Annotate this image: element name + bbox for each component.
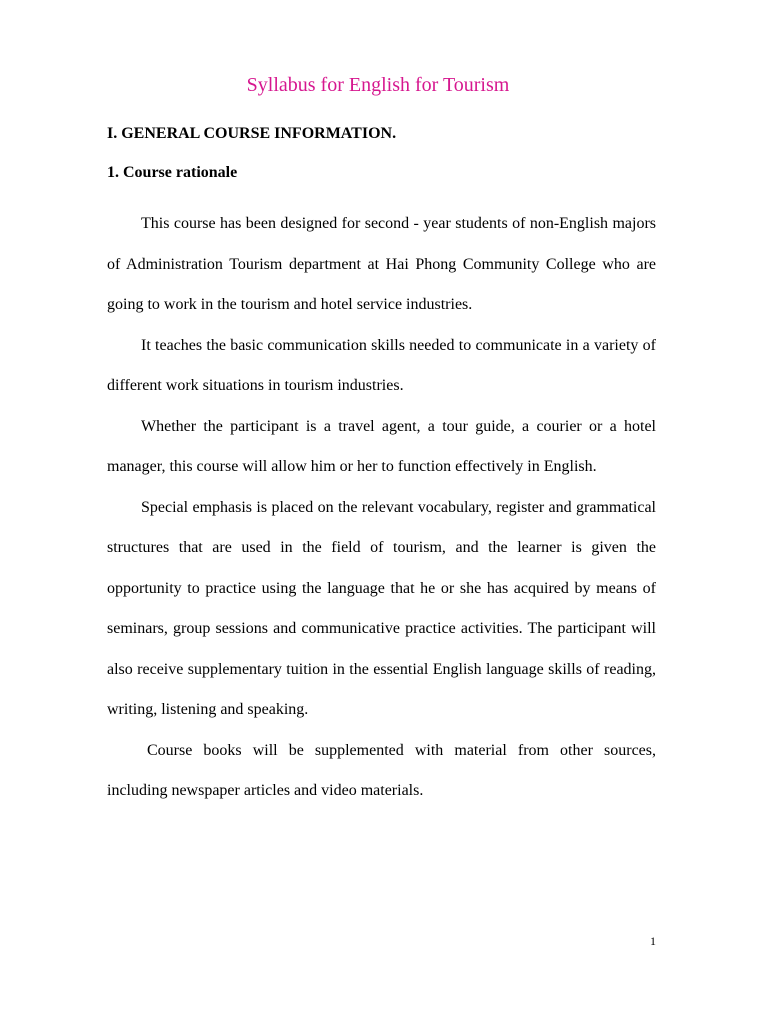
paragraph-course-books: Course books will be supplemented with material from other sources, including newspaper articles and video materials. <box>107 741 656 799</box>
page-number: 1 <box>650 934 656 948</box>
body-text <box>107 204 656 812</box>
section-heading: I. GENERAL COURSE INFORMATION. <box>107 125 397 142</box>
paragraph-course-design: This course has been designed for second - year students of non-English majors of Administration Tourism department at Hai Phong Community College who are going to work in the tourism and hotel service industries. <box>107 215 656 313</box>
document-title: Syllabus for English for Tourism <box>246 74 510 96</box>
subsection-heading: 1. Course rationale <box>107 164 238 181</box>
paragraph-participant-roles: Whether the participant is a travel agent, a tour guide, a courier or a hotel manager, this course will allow him or her to function effectively in English. <box>107 417 656 475</box>
paragraph-special-emphasis: Special emphasis is placed on the relevant vocabulary, register and grammatical structures that are used in the field of tourism, and the learner is given the opportunity to practice using the language that he or she has acquired by means of seminars, group sessions and communicative practice activities. The participant will also receive supplementary tuition in the essential English language skills of reading, writing, listening and speaking. <box>107 498 656 718</box>
paragraph-communication-skills: It teaches the basic communication skills needed to communicate in a variety of different work situations in tourism industries. <box>107 336 656 394</box>
